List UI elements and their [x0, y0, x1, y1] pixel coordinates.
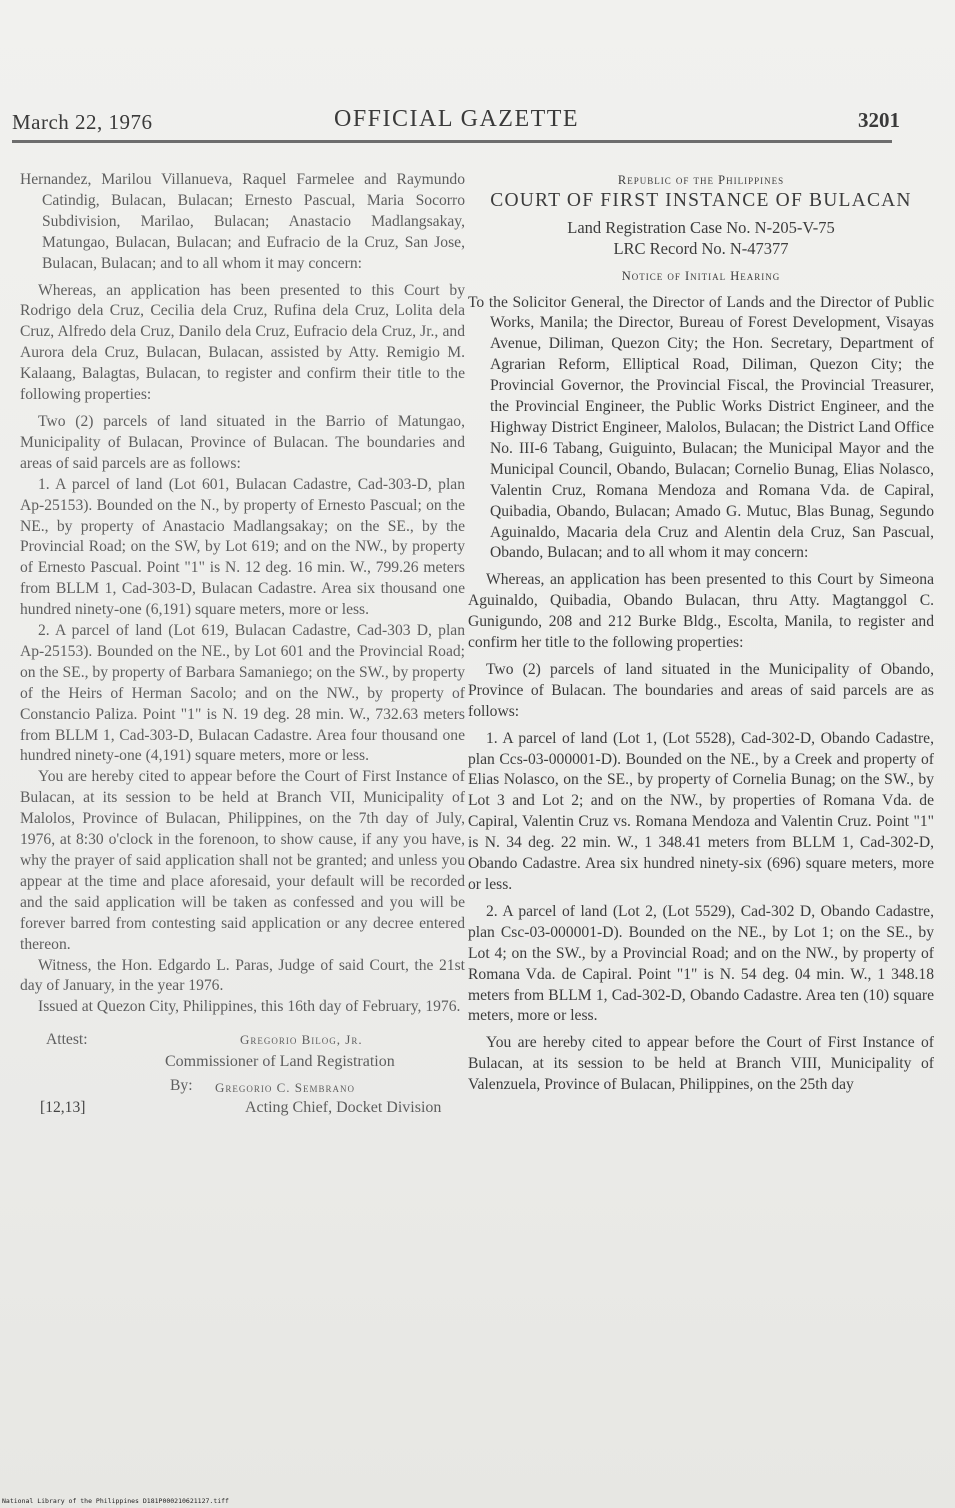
notice-addressees: Hernandez, Marilou Villanueva, Raquel Farmelee and Raymundo Catindig, Bulacan, Bulacan; Ernesto Pascual, Maria Socorro Subdivision, Marilao, Bulacan; Anastacio Madlangsakay, Matungao, Bulacan, Bulacan; and Eufracio de la Cruz, San Jose, Bulacan, Bulacan; and to all whom it may concern: — [20, 171, 465, 272]
publication-title: OFFICIAL GAZETTE — [334, 106, 580, 132]
republic-heading: Republic of the Philippines — [617, 173, 785, 187]
notice-addressees-right: To the Solicitor General, the Director of Lands and the Director of Public Works, Manila; the Director, Bureau of Forest Development, Visayas Avenue, Diliman, Quezon City; the Hon. Secretary, Department of Agrarian Reform, Elliptical Road, Diliman, Quezon City; the Provincial Governor, the Provincial Fiscal, the Provincial Treasurer, the Provincial Engineer, the Public Works District Engineer, and the Highway District Engineer, Malolos, Bulacan; the District Land Office No. III-6 Tabang, Guiguinto, Bulacan; the Municipal Mayor and the Municipal Council, Obando, Bulacan; Cornelio Bunag, Elias Nolasco, Valentin Cruz, Romana Mendoza and Romana Vda. de Capiral, Quibadia, Obando, Bulacan; Amado G. Mutuc, Blas Bunag, Segundo Aguinaldo, Macaria dela Cruz and Alentin dela Cruz, San Pascual, Obando, Bulacan; and to all whom it may concern: — [468, 293, 934, 562]
left-column — [20, 170, 465, 1117]
attest-label: Attest: — [46, 1031, 88, 1049]
signatory-1: Gregorio Bilog, Jr. — [240, 1032, 363, 1048]
right-column — [468, 170, 934, 1096]
parcel-2: 2. A parcel of land (Lot 619, Bulacan Cadastre, Cad-303 D, plan Ap-25153). Bounded on the NE., by Lot 601 and the Provincial Road; on the SE., by property of Barbara Samaniego; on the SW., by property of the Heirs of Herman Sacolo; and on the NW., by property of Constancio Paliza. Point "1" is N. 19 deg. 28 min. W., 732.63 meters from BLLM 1, Cad-303-D, Bulacan Cadastre. Area four thousand one hundred ninety-one (4,191) square meters, more or less. — [20, 622, 465, 765]
parcel-2-right: 2. A parcel of land (Lot 2, (Lot 5529), Cad-302 D, Obando Cadastre, plan Csc-03-000001-D). Bounded on the NE., by Lot 1; on the SE., by Lot 4; on the SW., by a Provincial Road; and on the NW., by property of Romana Vda. de Capiral. Point "1" is N. 54 deg. 04 min. W., 1 348.18 meters from BLLM 1, Cad-302-D, Obando Cadastre. Area ten (10) square meters, more or less. — [468, 902, 934, 1025]
parcel-1: 1. A parcel of land (Lot 601, Bulacan Cadastre, Cad-303-D, plan Ap-25153). Bounded on the N., by property of Ernesto Pascual; on the NE., by property of Anastacio Madlangsakay; on the SE., by the Provincial Road; on the SW, by Lot 619; and on the NW., by property of Ernesto Pascual. Point "1" is N. 12 deg. 16 min. W., 799.26 meters from BLLM 1, Cad-303-D, Bulacan Cadastre. Area six thousand one hundred ninety-one (6,191) square meters, more or less. — [20, 475, 465, 619]
issue-date: March 22, 1976 — [12, 110, 153, 134]
court-heading: COURT OF FIRST INSTANCE OF BULACAN — [490, 189, 912, 211]
attestation-block — [20, 1026, 465, 1117]
whereas-paragraph: Whereas, an application has been presented to this Court by Rodrigo dela Cruz, Cecilia dela Cruz, Rufina dela Cruz, Lolita dela Cruz, Alfredo dela Cruz, Danilo dela Cruz, Eufracio dela Cruz, Jr., and Aurora dela Cruz, Bulacan, Bulacan, assisted by Atty. Remigio M. Kalaang, Balagtas, Bulacan, to register and confirm their title to the following properties: — [20, 281, 465, 404]
parcels-intro: Two (2) parcels of land situated in the Barrio of Matungao, Municipality of Bulacan, Province of Bulacan. The boundaries and areas of said parcels are as follows: — [20, 412, 465, 472]
record-number: LRC Record No. N-47377 — [613, 238, 789, 258]
page-header — [12, 106, 900, 138]
page-number: 3201 — [858, 108, 900, 132]
signatory-2-title: Acting Chief, Docket Division — [245, 1099, 442, 1117]
whereas-paragraph-right: Whereas, an application has been presented to this Court by Simeona Aguinaldo, Quibadia, Obando Bulacan, thru Atty. Magtanggol C. Gunigundo, 208 and 212 Burke Bldg., Escolta, Manila, to register and confirm her title to the following properties: — [468, 571, 934, 652]
witness-paragraph: Witness, the Hon. Edgardo L. Paras, Judge of said Court, the 21st day of January, in the year 1976. — [20, 956, 465, 995]
notice-heading: Notice of Initial Hearing — [621, 268, 781, 283]
by-label: By: — [170, 1077, 193, 1095]
reference-code: [12,13] — [40, 1099, 86, 1117]
case-number: Land Registration Case No. N-205-V-75 — [567, 217, 835, 237]
citation-paragraph: You are hereby cited to appear before the Court of First Instance of Bulacan, at its session to be held at Branch VII, Municipality of Malolos, Province of Bulacan, Philippines, on the 7th day of July, 1976, at 8:30 o'clock in the forenoon, to show cause, if any you have, why the prayer of said application shall not be granted; and unless you appear at the time and place aforesaid, your default will be recorded and the said application will be taken as confessed and you will be forever barred from contesting said application or any decree entered thereon. — [20, 768, 465, 953]
signatory-1-title: Commissioner of Land Registration — [165, 1053, 395, 1071]
issued-paragraph: Issued at Quezon City, Philippines, this 16th day of February, 1976. — [38, 998, 461, 1016]
scan-footer: National Library of the Philippines D181P000210621127.tiff — [2, 1497, 229, 1505]
citation-paragraph-right: You are hereby cited to appear before the Court of First Instance of Bulacan, at its session to be held at Branch VIII, Municipality of Valenzuela, Province of Bulacan, Philippines, on the 25th day — [468, 1034, 934, 1094]
header-rule — [12, 140, 892, 143]
signatory-2: Gregorio C. Sembrano — [215, 1080, 356, 1096]
parcel-1-right: 1. A parcel of land (Lot 1, (Lot 5528), Cad-302-D, Obando Cadastre, plan Ccs-03-000001-D). Bounded on the NE., by a Creek and property of Elias Nolasco, on the SE., by property of Cornelia Bunag; on the SW., by Lot 3 and Lot 2; and on the NW., by properties of Romana Vda. de Capiral, Valentin Cruz vs. Romana Mendoza and Valentin Cruz. Point "1" is N. 34 deg. 22 min. W., 1 348.41 meters from BLLM 1, Cad-302-D, Obando Cadastre. Area six hundred ninety-six (696) square meters, more or less. — [468, 729, 934, 893]
parcels-intro-right: Two (2) parcels of land situated in the Municipality of Obando, Province of Bulacan. The boundaries and areas of said parcels are as follows: — [468, 660, 934, 720]
